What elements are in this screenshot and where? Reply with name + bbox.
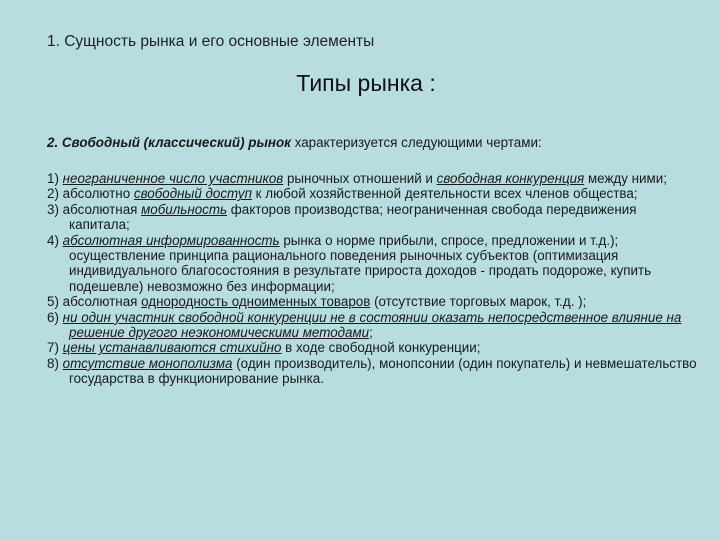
list-item-text: рыночных отношений и [283,171,437,186]
list-item [47,356,697,387]
emphasized-text: неограниченное число участников [62,171,284,186]
list-item-text: абсолютная [58,294,142,310]
emphasized-text: мобильность [141,201,228,217]
intro-lead: 2. Свободный (классический) рынок [47,135,291,150]
section-title: 1. Сущность рынка и его основные элементы [47,33,375,50]
list-item-text: абсолютно [58,186,134,202]
list-item [47,340,697,355]
emphasized-text: свободная конкуренция [436,171,585,186]
emphasized-text: однородность одноименных товаров [141,294,371,310]
list-item-number: 7) [47,340,59,356]
list-item-number: 2) [47,186,59,202]
emphasized-text: свободный доступ [133,186,252,202]
list-item-number: 6) [47,309,59,325]
emphasized-text: абсолютная информированность [62,232,280,248]
list-item [47,171,697,186]
list-item-text: (отсутствие торговых марок, т.д. ); [370,294,587,310]
list-item-text: между ними; [584,171,667,186]
list-item-number: 4) [47,232,59,248]
list-item-text: в ходе свободной конкуренции; [281,340,481,356]
intro-paragraph [47,135,687,151]
slide-title: Типы рынка : [296,70,436,96]
emphasized-text: отсутствие монополизма [62,355,233,371]
list-item-number: 1) [47,171,59,186]
list-item-text: ; [369,325,373,341]
list-item-text: абсолютная [58,201,142,217]
intro-rest: характеризуется следующими чертами: [290,135,542,150]
list-item-text: факторов производства; неограниченная свобода передвижения капитала; [69,201,637,233]
emphasized-text: цены устанавливаются стихийно [62,340,282,356]
list-item-number: 8) [47,355,59,371]
list-item-number: 5) [47,294,59,310]
list-item-text: к любой хозяйственной деятельности всех членов общества; [251,186,638,202]
list-item-number: 3) [47,201,59,217]
list-item-text: (один производитель), монопсонии (один покупатель) и невмешательство государства в функционирование рынка. [69,355,697,387]
features-list [47,171,697,387]
list-item [47,310,697,341]
list-item [47,202,697,233]
emphasized-text: ни один участник свободной конкуренции не в состоянии оказать непосредственное влияние на решение другого неэкономическими методами [62,309,682,341]
list-item [47,294,697,309]
list-item-text: рынка о норме прибыли, спросе, предложении и т.д.); осуществление принципа рационального поведения рыночных субъектов (оптимизация индивидуального благосостояния в результате прироста доходов - продать подороже, купить подешевле) невозможно без информации; [69,232,652,294]
list-item [47,186,697,201]
list-item [47,233,697,295]
